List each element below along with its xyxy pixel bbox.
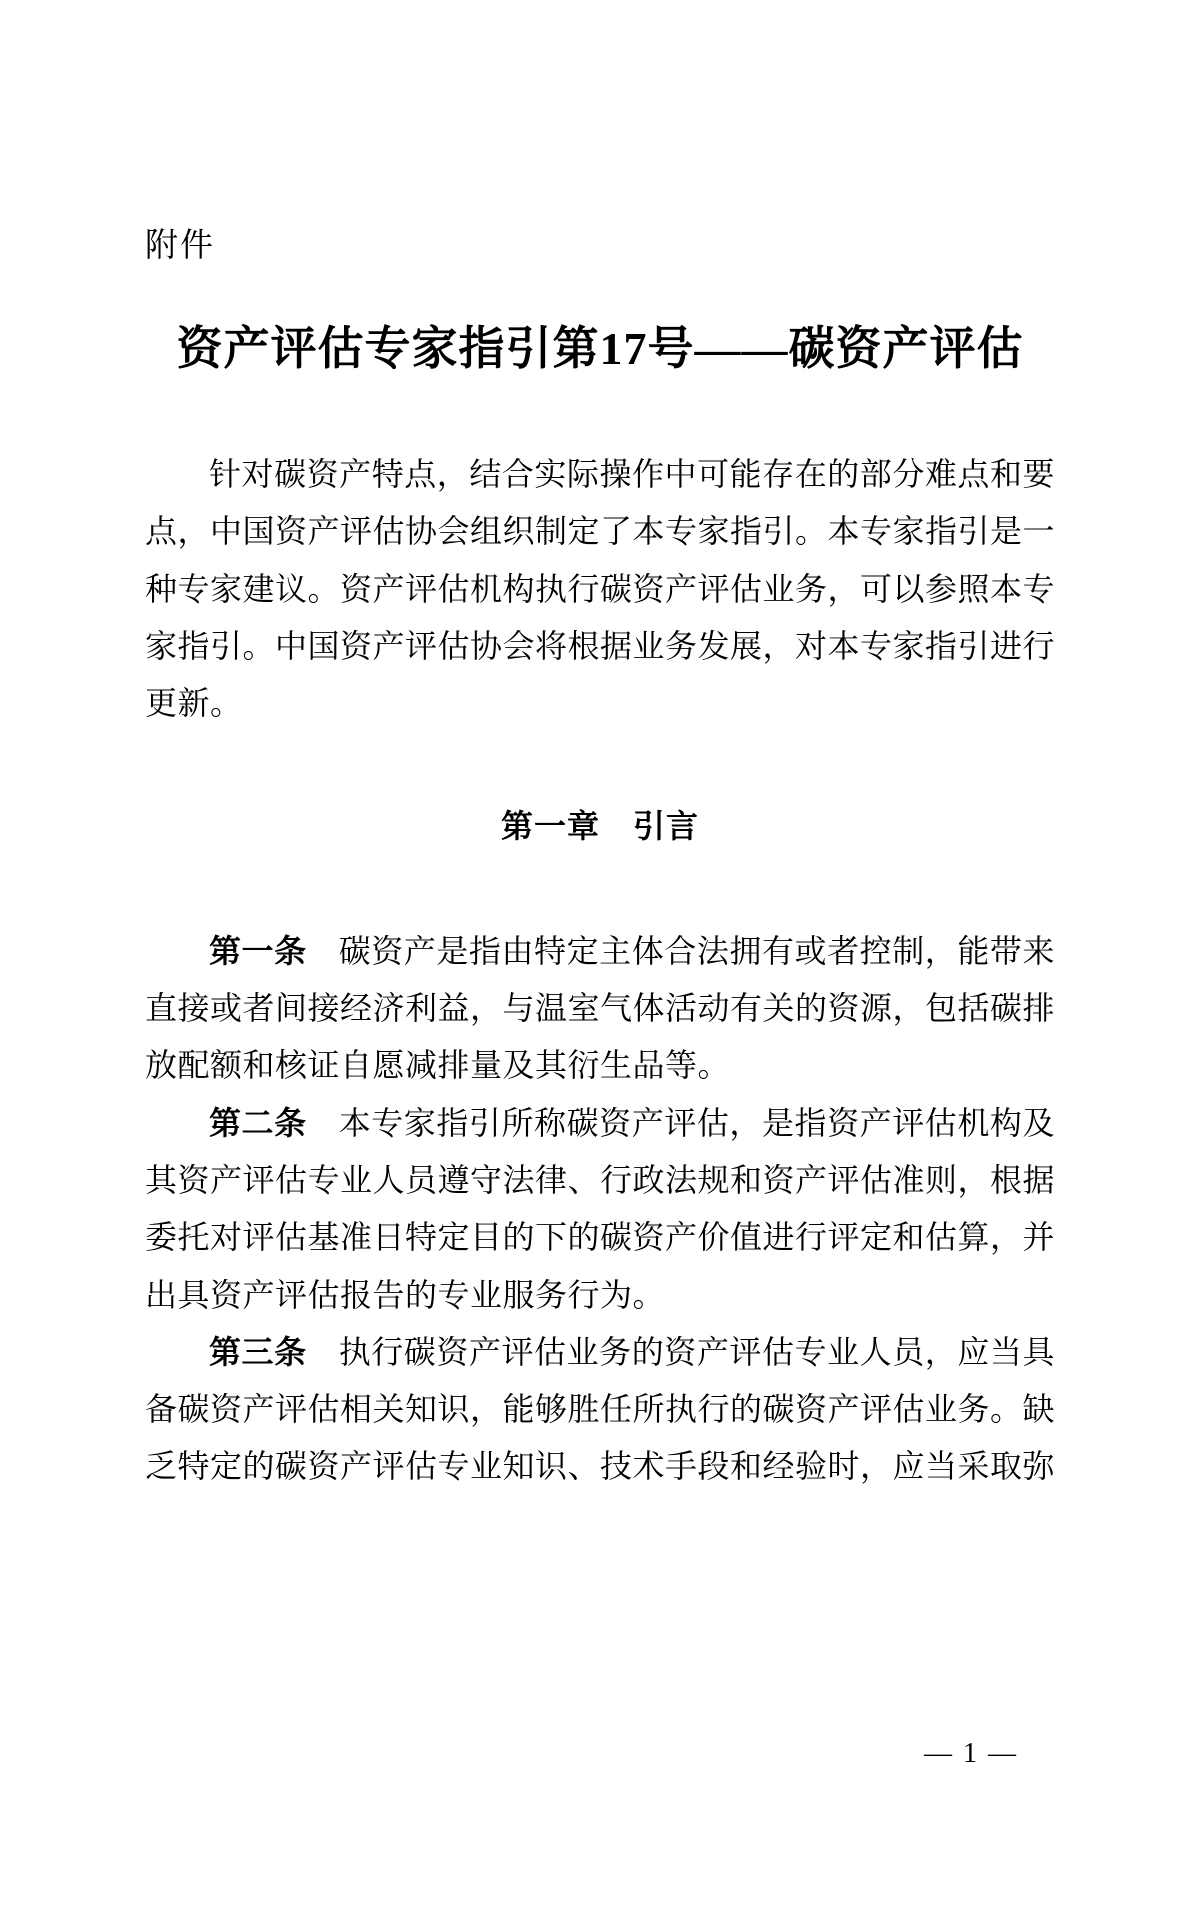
article-paragraph-3 [145,1324,1055,1496]
article-number-2: 第二条 [209,1104,307,1141]
article-paragraph-1 [145,923,1055,1095]
article-text-3: 执行碳资产评估业务的资产评估专业人员，应当具备碳资产评估相关知识，能够胜任所执行的碳资产评估业务。缺乏特定的碳资产评估专业知识、技术手段和经验时，应当采取弥 [145,1333,1056,1485]
document-page [0,222,1200,1769]
attachment-label: 附件 [145,226,215,263]
article-paragraph-2 [145,1095,1055,1324]
article-number-3: 第三条 [209,1333,307,1370]
article-number-1: 第一条 [209,932,307,969]
document-title: 资产评估专家指引第17号——碳资产评估 [176,323,1024,374]
article-text-2: 本专家指引所称碳资产评估，是指资产评估机构及其资产评估专业人员遵守法律、行政法规和资产评估准则，根据委托对评估基准日特定目的下的碳资产价值进行评定和估算，并出具资产评估报告的专业服务行为。 [145,1104,1056,1313]
document-content [145,222,1055,1496]
chapter-heading: 第一章 引言 [500,808,699,845]
intro-paragraph: 针对碳资产特点，结合实际操作中可能存在的部分难点和要点，中国资产评估协会组织制定了本专家指引。本专家指引是一种专家建议。资产评估机构执行碳资产评估业务，可以参照本专家指引。中国资产评估协会将根据业务发展，对本专家指引进行更新。 [145,456,1056,722]
articles-section [145,923,1055,1496]
page-number: — 1 — [924,1738,1018,1769]
article-text-1: 碳资产是指由特定主体合法拥有或者控制，能带来直接或者间接经济利益，与温室气体活动有关的资源，包括碳排放配额和核证自愿减排量及其衍生品等。 [145,932,1056,1084]
